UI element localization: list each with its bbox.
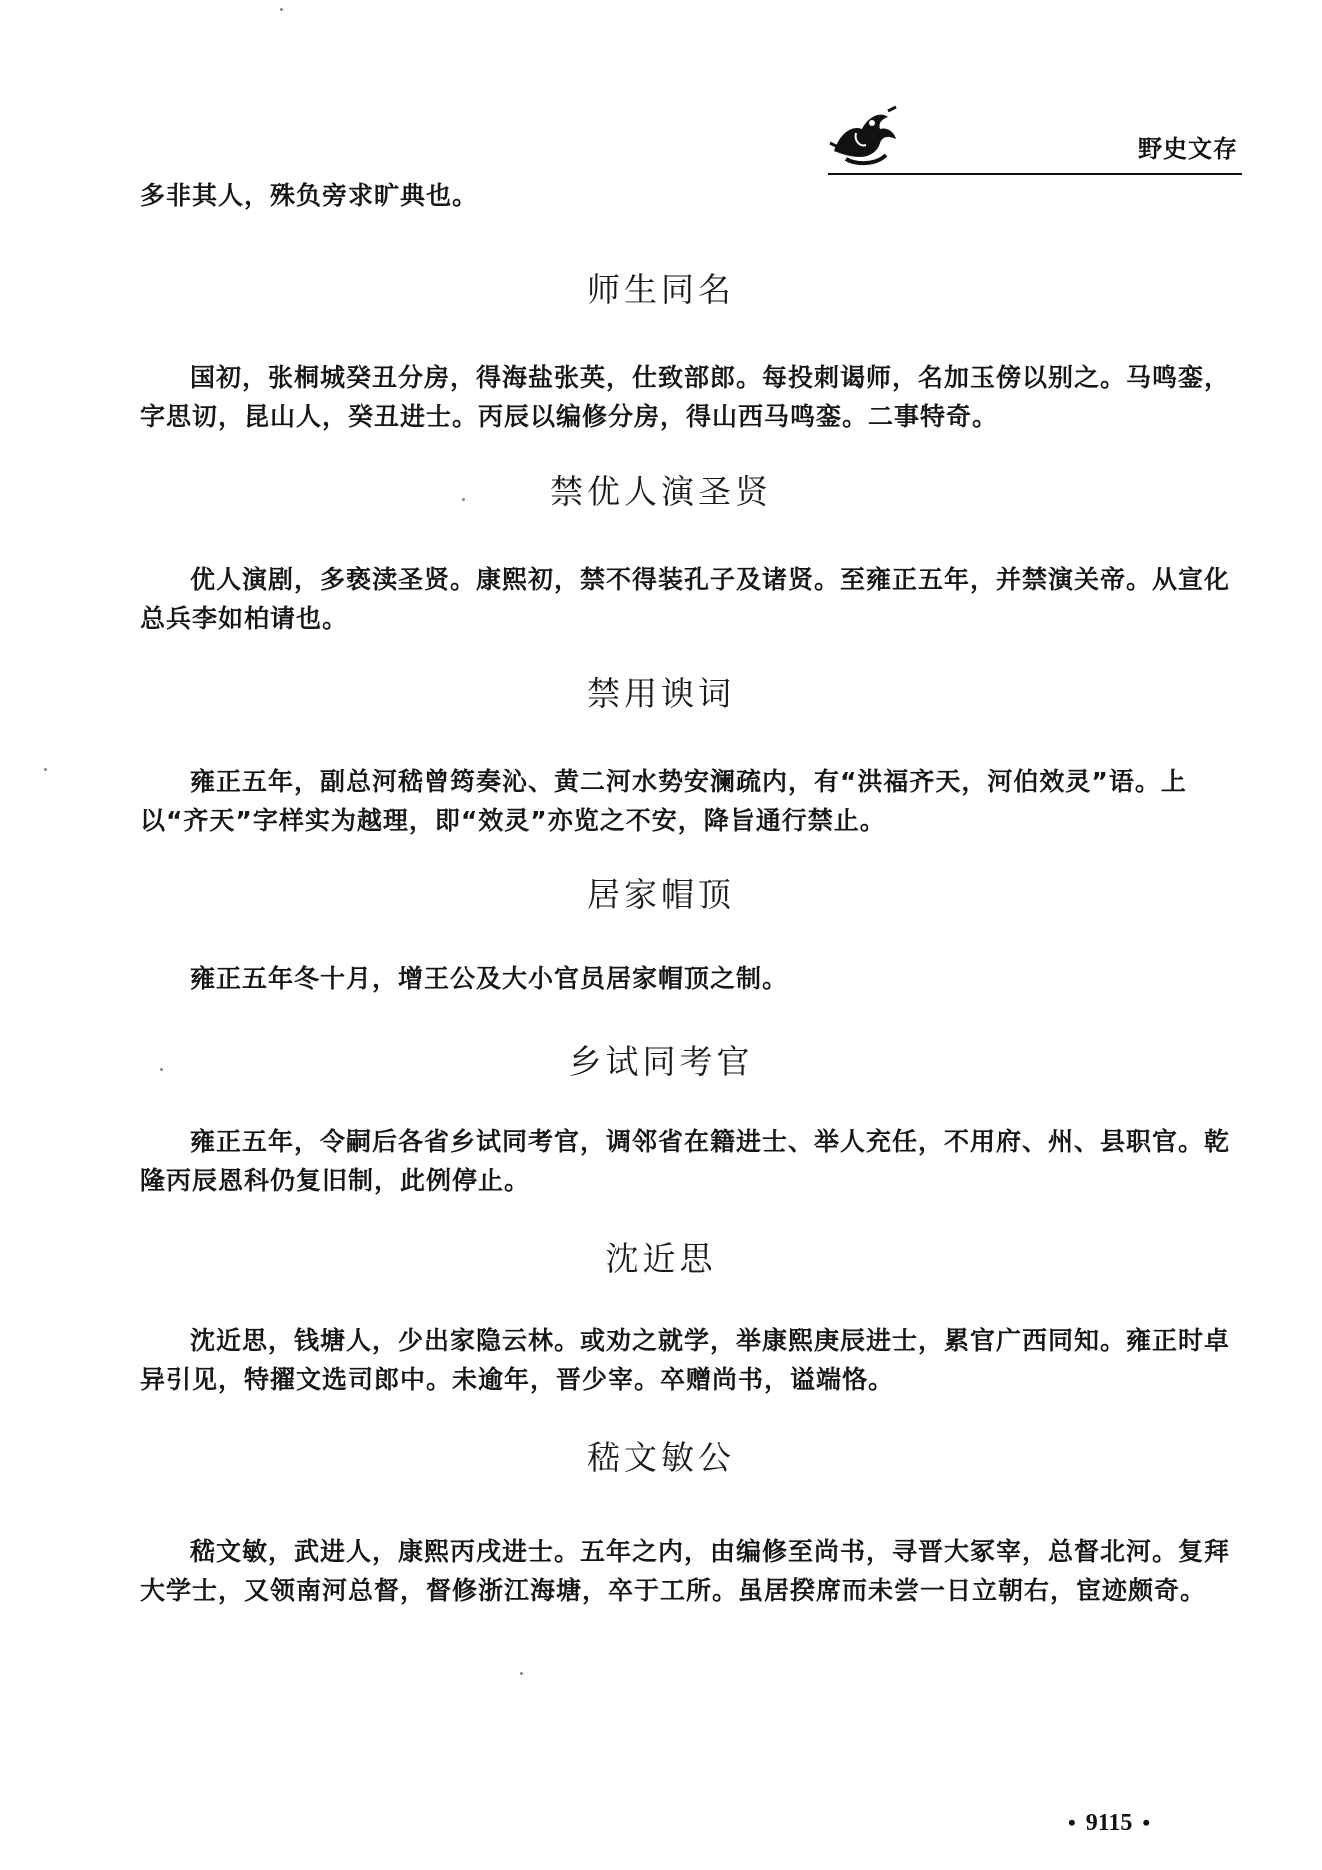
section-body: 优人演剧，多亵渎圣贤。康熙初，禁不得装孔子及诸贤。至雍正五年，并禁演关帝。从宣化总兵李如柏请也。 [140,565,1231,633]
scan-speck [280,8,283,11]
section-heading: 乡试同考官 [568,1042,754,1081]
scan-speck [520,1672,523,1675]
running-header [826,103,1242,178]
section-body: 雍正五年，副总河嵇曾筠奏沁、黄二河水势安澜疏内，有“洪福齐天，河伯效灵”语。上以“齐天”字样实为越理，即“效灵”亦览之不安，降旨通行禁止。 [140,767,1187,835]
section-body: 嵇文敏，武进人，康熙丙戌进士。五年之内，由编修至尚书，寻晋大冢宰，总督北河。复拜大学士，又领南河总督，督修浙江海塘，卒于工所。虽居揆席而未尝一日立朝右，宦迹颇奇。 [140,1537,1231,1605]
section-heading: 沈近思 [605,1239,717,1278]
section-body: 沈近思，钱塘人，少出家隐云林。或劝之就学，举康熙庚辰进士，累官广西同知。雍正时卓异引见，特擢文选司郎中。未逾年，晋少宰。卒赠尚书，谥端恪。 [140,1326,1231,1394]
section-body: 雍正五年，令嗣后各省乡试同考官，调邻省在籍进士、举人充任，不用府、州、县职官。乾隆丙辰恩科仍复旧制，此例停止。 [140,1127,1231,1195]
header-rule [828,173,1242,175]
scan-speck [462,498,465,501]
series-title: 野史文存 [1138,135,1238,163]
section-heading: 师生同名 [587,270,735,309]
dragon-emblem-icon [826,103,902,167]
section-heading: 禁优人演圣贤 [550,472,772,511]
section-body: 雍正五年冬十月，增王公及大小官员居家帽顶之制。 [190,964,789,993]
section-heading: 嵇文敏公 [587,1438,735,1477]
section-heading: 居家帽顶 [587,875,735,914]
page-number-text: 9115 [1085,1810,1133,1836]
scan-speck [44,768,47,771]
intro-text: 多非其人，殊负旁求旷典也。 [140,181,479,210]
section-body: 国初，张桐城癸丑分房，得海盐张英，仕致部郎。每投刺谒师，名加玉傍以别之。马鸣銮，字思讱，昆山人，癸丑进士。丙辰以编修分房，得山西马鸣銮。二事特奇。 [140,363,1231,431]
bullet-icon: • [1068,1810,1076,1835]
bullet-icon: • [1142,1810,1151,1835]
scan-speck [160,1068,163,1071]
section-heading: 禁用谀词 [587,674,735,713]
page-number [1058,1810,1160,1837]
